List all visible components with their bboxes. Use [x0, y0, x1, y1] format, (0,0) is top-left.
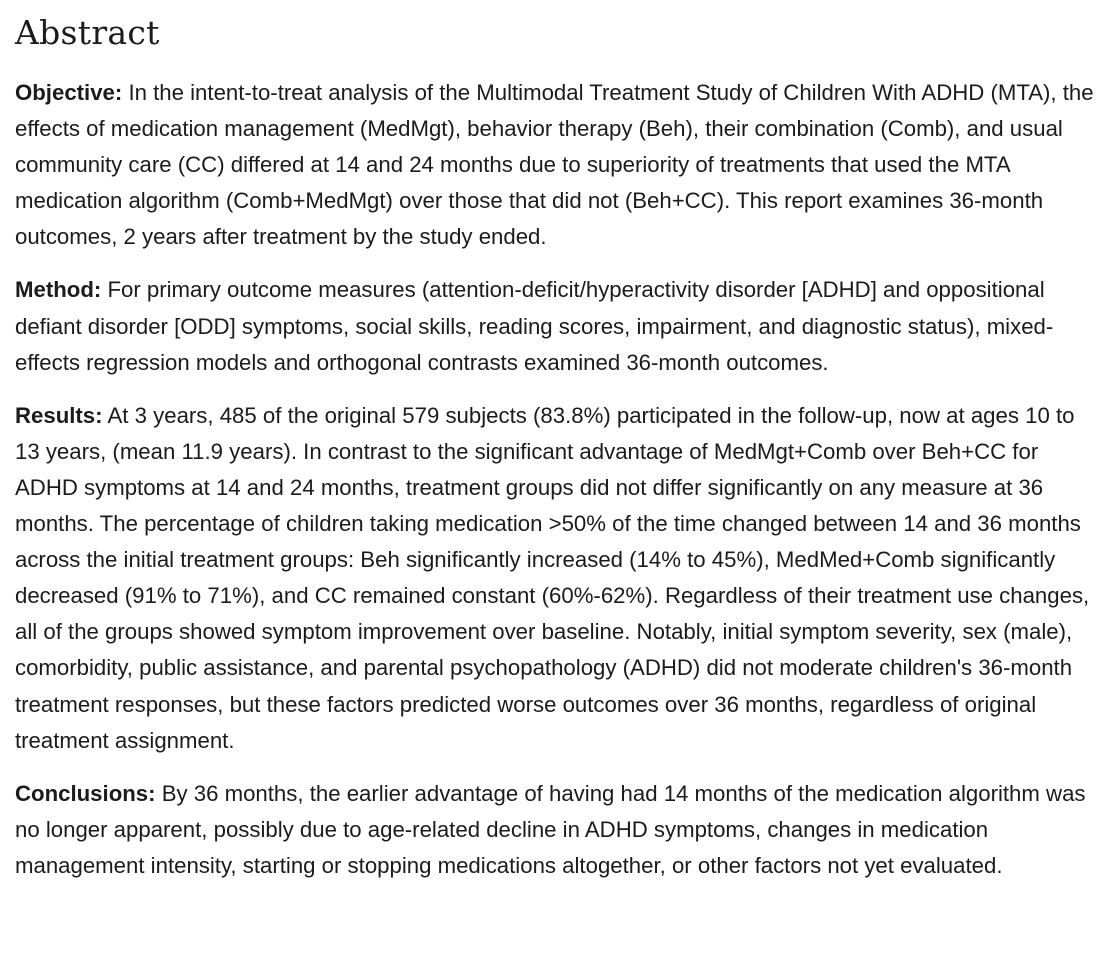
objective-label: Objective: [15, 80, 123, 105]
conclusions-label: Conclusions: [15, 780, 156, 806]
method-label: Method: [15, 277, 102, 303]
objective-text: In the intent-to-treat analysis of the Multimodal Treatment Study of Children With ADHD (MTA), the effects of medication management (MedMgt), behavior therapy (Beh), their combination (Comb), and usual community care (CC) differed at 14 and 24 months due to superiority of treatments that used the MTA medication algorithm (Comb+MedMgt) over those that did not (Beh+CC). This report examines 36-month outcomes, 2 years after treatment by the study ended. [15, 80, 1094, 250]
conclusions-section [15, 776, 1100, 884]
method-text: For primary outcome measures (attention-deficit/hyperactivity disorder [ADHD] and oppositional defiant disorder [ODD] symptoms, social skills, reading scores, impairment, and diagnostic status), mixed-effects regression models and orthogonal contrasts examined 36-month outcomes. [15, 277, 1054, 375]
abstract-container [15, 8, 1100, 901]
method-section [15, 272, 1100, 380]
objective-section [15, 75, 1100, 255]
conclusions-text: By 36 months, the earlier advantage of having had 14 months of the medication algorithm was no longer apparent, possibly due to age-related decline in ADHD symptoms, changes in medication management intensity, starting or stopping medications altogether, or other factors not yet evaluated. [15, 780, 1086, 878]
results-section [15, 398, 1100, 759]
results-text: At 3 years, 485 of the original 579 subjects (83.8%) participated in the follow-up, now at ages 10 to 13 years, (mean 11.9 years). In contrast to the significant advantage of MedMgt+Comb over Beh+CC for ADHD symptoms at 14 and 24 months, treatment groups did not differ significantly on any measure at 36 months. The percentage of children taking medication >50% of the time changed between 14 and 36 months across the initial treatment groups: Beh significantly increased (14% to 45%), MedMed+Comb significantly decreased (91% to 71%), and CC remained constant (60%-62%). Regardless of their treatment use changes, all of the groups showed symptom improvement over baseline. Notably, initial symptom severity, sex (male), comorbidity, public assistance, and parental psychopathology (ADHD) did not moderate children's 36-month treatment responses, but these factors predicted worse outcomes over 36 months, regardless of original treatment assignment. [15, 402, 1090, 753]
abstract-heading: Abstract [15, 13, 160, 52]
results-label: Results: [15, 402, 103, 428]
